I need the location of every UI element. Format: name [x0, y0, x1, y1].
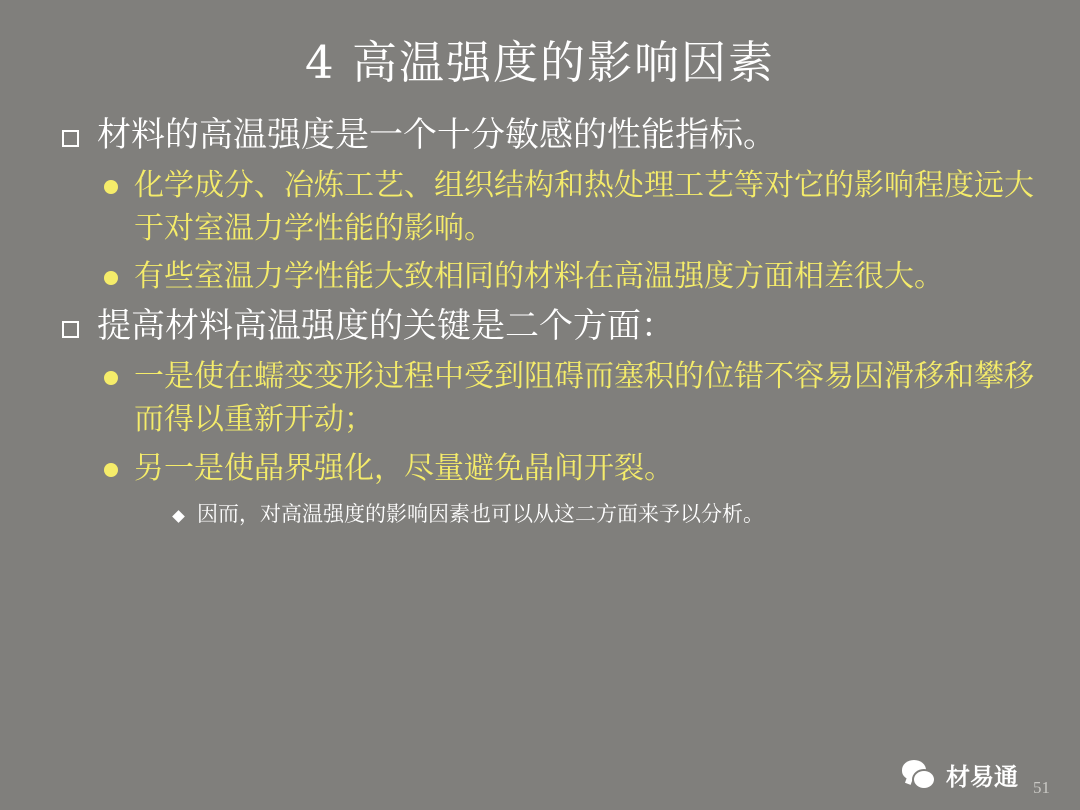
circle-bullet-icon — [104, 180, 118, 194]
circle-bullet-icon — [104, 271, 118, 285]
watermark — [902, 757, 1018, 792]
bullet-item — [58, 256, 1040, 299]
page-number: 51 — [1033, 778, 1050, 797]
bullet-item — [58, 165, 1040, 250]
diamond-bullet-icon — [172, 510, 185, 523]
page-title: 4 高温强度的影响因素 — [305, 36, 775, 89]
bullet-text: 一是使在蠕变变形过程中受到阻碍而塞积的位错不容易因滑移和攀移而得以重新开动； — [134, 359, 1034, 437]
bullet-text: 另一是使晶界强化，尽量避免晶间开裂。 — [134, 450, 674, 486]
bullet-text: 提高材料高温强度的关键是二个方面： — [97, 305, 675, 346]
circle-bullet-icon — [104, 463, 118, 477]
bullet-item — [58, 114, 1040, 158]
bullet-text: 因而，对高温强度的影响因素也可以从这二方面来予以分析。 — [197, 502, 764, 527]
square-bullet-icon — [62, 130, 79, 147]
bullet-text: 有些室温力学性能大致相同的材料在高温强度方面相差很大。 — [134, 259, 944, 295]
bullet-item — [58, 356, 1040, 441]
bullet-item — [58, 448, 1040, 491]
watermark-label: 材易通 — [946, 762, 1018, 791]
slide-body — [0, 88, 1080, 530]
bullet-item — [58, 500, 1040, 529]
bullet-text: 化学成分、冶炼工艺、组织结构和热处理工艺等对它的影响程度远大于对室温力学性能的影响。 — [134, 168, 1034, 246]
bullet-text: 材料的高温强度是一个十分敏感的性能指标。 — [97, 114, 777, 155]
bullet-item — [58, 305, 1040, 349]
circle-bullet-icon — [104, 371, 118, 385]
square-bullet-icon — [62, 321, 79, 338]
wechat-icon — [902, 760, 936, 790]
